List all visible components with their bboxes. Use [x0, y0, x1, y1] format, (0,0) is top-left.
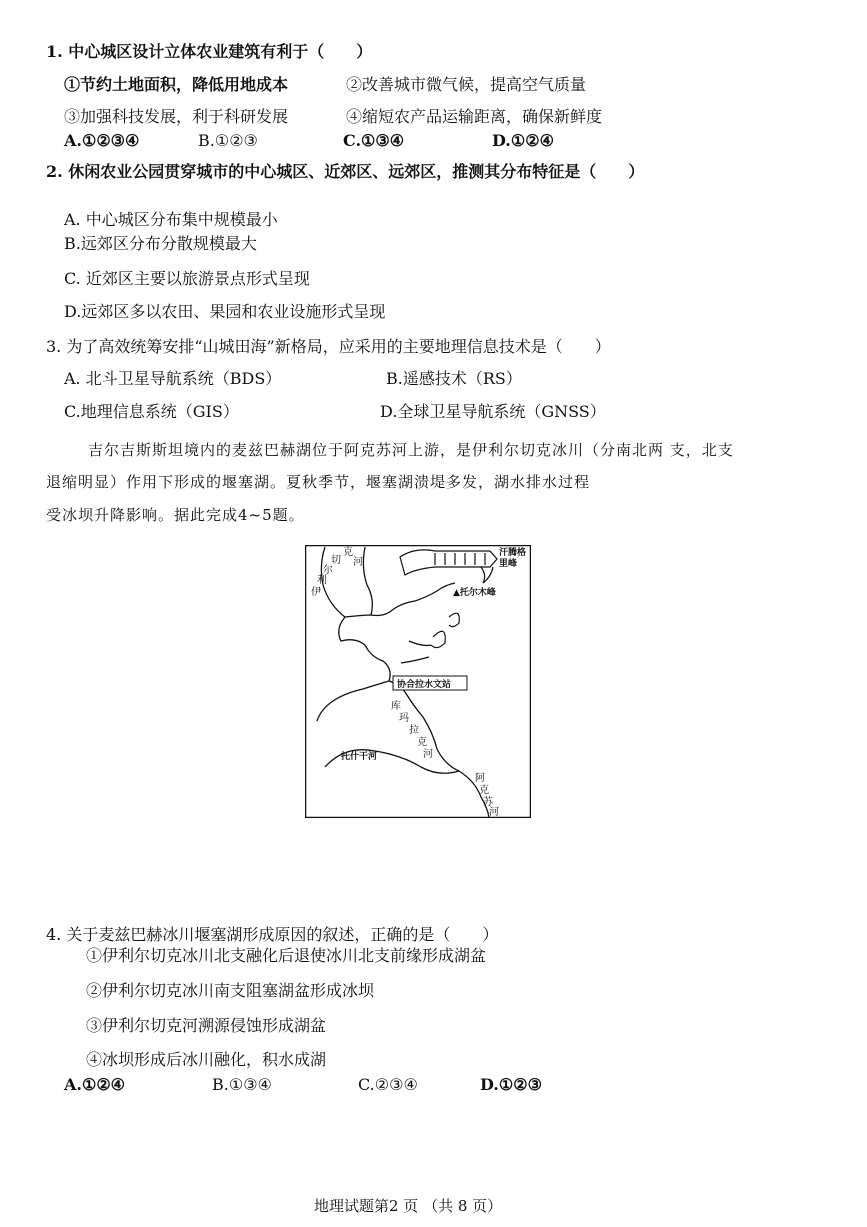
q1-option-4: ④缩短农产品运输距离，确保新鲜度 — [346, 107, 603, 126]
q3-choice-d: D.全球卫星导航系统（GNSS） — [380, 402, 606, 421]
q3-choice-b: B.遥感技术（RS） — [386, 369, 522, 388]
q2-choice-b: B.远郊区分布分散规模最大 — [64, 234, 257, 253]
q3-stem: 3. 为了高效统筹安排“山城田海”新格局，应采用的主要地理信息技术是（ ） — [46, 337, 611, 356]
q2-stem: 2. 休闲农业公园贯穿城市的中心城区、近郊区、远郊区，推测其分布特征是（ ） — [46, 162, 645, 181]
river-mid-char-3: 克 — [417, 737, 427, 748]
q1-choice-c: C.①③④ — [343, 131, 405, 150]
river-bottom-char-2: 苏 — [483, 797, 493, 808]
passage-line-3: 受冰坝升降影响。据此完成4~5题。 — [46, 506, 305, 524]
passage-line-1: 吉尔吉斯斯坦境内的麦兹巴赫湖位于阿克苏河上游，是伊利尔切克冰川（分南北两 支，北支 — [88, 441, 734, 459]
river-mid-char-2: 拉 — [409, 725, 419, 736]
river-top-char-4: 克 — [343, 547, 353, 558]
q3-choice-c: C.地理信息系统（GIS） — [64, 402, 239, 421]
river-top-char-0: 伊 — [311, 587, 321, 598]
river-top-char-1: 利 — [317, 575, 327, 586]
q1-stem: 1. 中心城区设计立体农业建筑有利于（ ） — [46, 42, 373, 61]
q1-choice-b: B.①②③ — [198, 131, 258, 150]
q4-choice-a: A.①②④ — [64, 1075, 126, 1094]
peak-label-1: 汗腾格 — [499, 548, 527, 558]
passage-line-2: 退缩明显）作用下形成的堰塞湖。夏秋季节，堰塞湖溃堤多发，湖水排水过程 — [46, 473, 591, 491]
river-bottom-char-0: 阿 — [475, 773, 485, 784]
river-bottom-char-1: 克 — [479, 785, 489, 796]
river-mid-char-1: 玛 — [399, 713, 409, 724]
q4-choice-b: B.①③④ — [212, 1075, 272, 1094]
river-bottom-char-3: 河 — [489, 807, 499, 818]
q1-choice-a: A.①②③④ — [64, 131, 140, 150]
q4-option-4: ④冰坝形成后冰川融化，积水成湖 — [86, 1050, 327, 1069]
peak-label-1b: 里峰 — [499, 559, 518, 569]
q4-option-2: ②伊利尔切克冰川南支阻塞湖盆形成冰坝 — [86, 981, 375, 1000]
q1-option-2: ②改善城市微气候，提高空气质量 — [346, 75, 587, 94]
q1-option-3: ③加强科技发展，利于科研发展 — [64, 107, 289, 126]
q3-choice-a: A. 北斗卫星导航系统（BDS） — [64, 369, 282, 388]
q2-choice-c: C. 近郊区主要以旅游景点形式呈现 — [64, 269, 310, 288]
river-mid-char-0: 库 — [391, 701, 401, 712]
river-left-label: 托什干河 — [341, 752, 378, 762]
page-footer: 地理试题第2 页 （共 8 页） — [314, 1197, 503, 1215]
station-label: 协合拉水文站 — [397, 680, 452, 690]
q1-option-1: ①节约土地面积，降低用地成本 — [64, 75, 289, 94]
glacier-lake-map — [305, 545, 531, 818]
q4-option-3: ③伊利尔切克河溯源侵蚀形成湖盆 — [86, 1016, 327, 1035]
q4-choice-d: D.①②③ — [480, 1075, 542, 1094]
q4-choice-c: C.②③④ — [358, 1075, 418, 1094]
river-top-char-3: 切 — [331, 555, 341, 566]
river-mid-char-4: 河 — [423, 749, 433, 760]
river-top-char-5: 河 — [353, 557, 363, 568]
peak-label-2: ▲托尔木峰 — [453, 588, 496, 598]
q1-choice-d: D.①②④ — [492, 131, 554, 150]
river-top-char-2: 尔 — [323, 565, 333, 576]
q4-stem: 4. 关于麦兹巴赫冰川堰塞湖形成原因的叙述，正确的是（ ） — [46, 925, 499, 944]
q4-option-1: ①伊利尔切克冰川北支融化后退使冰川北支前缘形成湖盆 — [86, 946, 487, 965]
q2-choice-a: A. 中心城区分布集中规模最小 — [64, 210, 278, 229]
q2-choice-d: D.远郊区多以农田、果园和农业设施形式呈现 — [64, 302, 386, 321]
